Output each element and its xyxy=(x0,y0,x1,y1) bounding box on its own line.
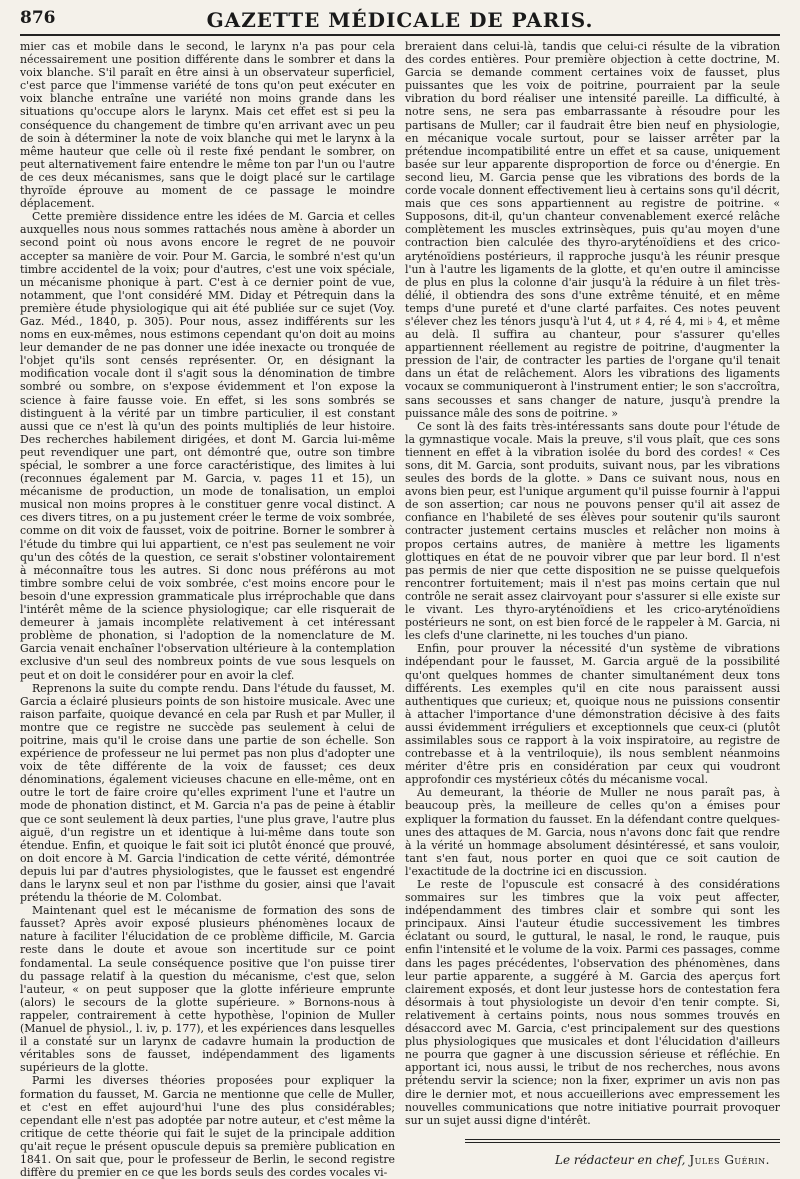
paragraph: Enfin, pour prouver la nécessité d'un système de vibrations indépendant pour le fausset, M. Garcia arguë de la possibilité qu'ont quelques hommes de chanter simultanément deux tons différents. Les exemples qu'il en cite nous paraissent aussi authentiques que curieux; et, quoique nous ne puissions consentir à attacher l'importance d'une démonstration décisive à des faits aussi évidemment irréguliers et exceptionnels que ceux-ci (plutôt assimilables sous ce rapport à la voix inspiratoire, au registre de contrebasse et à la ventriloquie), ils nous semblent néanmoins mériter d'être pris en considération par ceux qui voudront approfondir ces mystérieux côtés du mécanisme vocal. xyxy=(405,642,780,787)
page-number: 876 xyxy=(20,8,56,28)
paragraph: Au demeurant, la théorie de Muller ne nous paraît pas, à beaucoup près, la meilleure de celles qu'on a émises pour expliquer la formation du fausset. En la défendant contre quelques-unes des attaques de M. Garcia, nous n'avons donc fait que rendre à la vérité un hommage absolument désintéressé, et sans vouloir, tant s'en faut, nous porter en quoi que ce soit caution de l'exactitude de la doctrine ici en discussion. xyxy=(405,786,780,878)
page-header xyxy=(20,8,780,36)
paragraph: breraient dans celui-là, tandis que celui-ci résulte de la vibration des cordes entières. Pour première objection à cette doctrine, M. Garcia se demande comment certaines voix de fausset, plus puissantes que les voix de poitrine, pourraient par la seule vibration du bord réaliser une intensité pareille. La difficulté, à notre sens, ne sera pas embarrassante à résoudre pour les partisans de Muller; car il faudrait être bien neuf en physiologie, en mécanique vocale surtout, pour se laisser arrêter par la prétendue incompatibilité entre un effet et sa cause, uniquement basée sur leur apparente disproportion de force ou d'énergie. En second lieu, M. Garcia pense que les vibrations des bords de la corde vocale donnent effectivement lieu à certains sons qu'il décrit, mais que ces sons appartiennent au registre de poitrine. « Supposons, dit-il, qu'un chanteur convenablement exercé relâche complètement les muscles extrinsèques, puis qu'au moyen d'une contraction bien calculée des thyro-aryténoïdiens et des crico-aryténoïdiens postérieurs, il rapproche jusqu'à les réunir presque l'un à l'autre les ligaments de la glotte, et qu'en outre il amincisse de plus en plus la colonne d'air jusqu'à la réduire à un filet très-délié, il obtiendra des sons d'une extrême ténuité, et en même temps d'une pureté et d'une clarté parfaites. Ces notes peuvent s'élever chez les ténors jusqu'à l'ut 4, ut ♯ 4, ré 4, mi ♭ 4, et même au delà. Il suffira au chanteur, pour s'assurer qu'elles appartiennent réellement au registre de poitrine, d'augmenter la pression de l'air, de contracter les parties de l'organe qu'il tenait dans un état de relâchement. Alors les vibrations des ligaments vocaux se communiqueront à l'instrument entier; le son s'accroîtra, sans secousses et sans changer de nature, jusqu'à prendre la puissance mâle des sons de poitrine. » xyxy=(405,40,780,420)
paragraph: Reprenons la suite du compte rendu. Dans l'étude du fausset, M. Garcia a éclairé plusieurs points de son histoire musicale. Avec une raison parfaite, quoique devancé en cela par Rush et par Muller, il montre que ce registre ne succède pas seulement à celui de poitrine, mais qu'il le croise dans une partie de son échelle. Son expérience de professeur ne lui permet pas non plus d'adopter une voix de tête différente de la voix de fausset; ces deux dénominations, également vicieuses chacune en elle-même, ont en outre le tort de faire croire qu'elles expriment l'une et l'autre un mode de phonation distinct, et M. Garcia n'a pas de peine à établir que ce sont seulement là deux parties, l'une plus grave, l'autre plus aiguë, d'un registre un et identique à lui-même dans toute son étendue. Enfin, et quoique le fait soit ici plutôt énoncé que prouvé, on doit encore à M. Garcia l'indication de cette vérité, démontrée depuis lui par d'autres physiologistes, que le fausset est engendré dans le larynx seul et non par l'isthme du gosier, ainsi que l'avait prétendu la théorie de M. Colombat. xyxy=(20,681,395,905)
article-columns xyxy=(20,40,780,1179)
journal-title: GAZETTE MÉDICALE DE PARIS. xyxy=(206,8,594,32)
right-column xyxy=(405,40,780,1167)
paragraph: Cette première dissidence entre les idées de M. Garcia et celles auxquelles nous nous sommes rattachés nous amène à aborder un second point où nous avons encore le regret de ne pouvoir accepter sa manière de voir. Pour M. Garcia, le sombré n'est qu'un timbre accidentel de la voix; pour d'autres, c'est une voix spéciale, un mécanisme phonique à part. C'est à ce dernier point de vue, notamment, que l'ont considéré MM. Diday et Pétrequin dans la première étude physiologique qui ait été publiée sur ce sujet (Voy. Gaz. Méd., 1840, p. 305). Pour nous, assez indifférents sur les noms en eux-mêmes, nous estimons cependant qu'on doit au moins leur demander de ne pas donner une idée inexacte ou tronquée de l'objet qu'ils sont censés représenter. Or, en désignant la modification vocale dont il s'agit sous la dénomination de timbre sombré ou sombre, on s'expose évidemment et l'on expose la science à faire fausse voie. En effet, si les sons sombrés se distinguent à la vérité par un timbre particulier, il est constant aussi que ce n'est là qu'un des points multipliés de leur histoire. Des recherches habilement dirigées, et dont M. Garcia lui-même peut revendiquer une part, ont démontré que, outre son timbre spécial, le sombrer a une force caractéristique, des limites à lui (reconnues également par M. Garcia, v. pages 11 et 15), un mécanisme de production, un mode de tonalisation, un emploi musical non moins propres à le constituer genre vocal distinct. A ces divers titres, on a pu justement créer le terme de voix sombrée, comme on dit voix de fausset, voix de poitrine. Borner le sombrer à l'étude du timbre qui lui appartient, ce n'est pas seulement ne voir qu'un des côtés de la question, ce serait s'obstiner volontairement à méconnaître tous les autres. Si donc nous préférons au mot timbre sombre celui de voix sombrée, c'est moins encore pour le besoin d'une expression grammaticale plus irréprochable que dans l'intérêt même de la science physiologique; car elle risquerait de demeurer à jamais incomplète relativement à cet intéressant problème de phonation, si l'adoption de la nomenclature de M. Garcia venait enchaîner l'observation ultérieure à la contemplation exclusive d'un seul des nombreux points de vue sous lesquels on peut et on doit le considérer pour en avoir la clef. xyxy=(20,210,395,682)
paragraph: Le reste de l'opuscule est consacré à des considérations sommaires sur les timbres que la voix peut affecter, indépendamment des timbres clair et sombre qui sont les principaux. Ainsi l'auteur étudie successivement les timbres éclatant ou sourd, le guttural, le nasal, le rond, le rauque, puis enfin l'intensité et le volume de la voix. Parmi ces passages, comme dans les pages précédentes, l'observation des phénomènes, dans leur partie apparente, a suggéré à M. Garcia des aperçus fort clairement exposés, et dont leur justesse hors de contestation fera désormais à tout physiologiste un devoir d'en tenir compte. Si, relativement à certains points, nous nous sommes trouvés en désaccord avec M. Garcia, c'est principalement sur des questions plus physiologiques que musicales et dont l'élucidation d'ailleurs ne pourra que gagner à une discussion sérieuse et réfléchie. En apportant ici, nous aussi, le tribut de nos recherches, nous avons prétendu servir la science; non la fixer, exprimer un avis non pas dire le dernier mot, et nous accueillerions avec empressement les nouvelles communications que notre initiative pourrait provoquer sur un sujet aussi digne d'intérêt. xyxy=(405,878,780,1127)
closing-rule xyxy=(465,1139,780,1143)
signature-name: Jules Guérin. xyxy=(689,1152,770,1167)
paragraph: Parmi les diverses théories proposées pour expliquer la formation du fausset, M. Garcia ne mentionne que celle de Muller, et c'est en effet aujourd'hui l'une des plus considérables; cependant elle n'est pas adoptée par notre auteur, et c'est même la critique de cette théorie qui fait le sujet de la principale addition qu'ait reçue le présent opuscule depuis sa première publication en 1841. On sait que, pour le professeur de Berlin, le second registre diffère du premier en ce que les bords seuls des cordes vocales vi- xyxy=(20,1074,395,1179)
left-column xyxy=(20,40,395,1179)
signature xyxy=(405,1153,780,1167)
paragraph: Ce sont là des faits très-intéressants sans doute pour l'étude de la gymnastique vocale. Mais la preuve, s'il vous plaît, que ces sons tiennent en effet à la vibration isolée du bord des cordes! « Ces sons, dit M. Garcia, sont produits, suivant nous, par les vibrations seules des bords de la glotte. » Dans ce suivant nous, nous en avons bien peur, est l'unique argument qu'il puisse fournir à l'appui de son assertion; car nous ne pouvons penser qu'il ait assez de confiance en l'habileté de ses élèves pour soutenir qu'ils sauront contracter justement certains muscles et relâcher non moins à propos certains autres, de manière à mettre les ligaments glottiques en état de ne pouvoir vibrer que par leur bord. Il n'est pas permis de nier que cette disposition ne se puisse quelquefois rencontrer fortuitement; mais il n'est pas moins certain que nul contrôle ne serait assez clairvoyant pour s'assurer si elle existe sur le vivant. Les thyro-aryténoïdiens et les crico-aryténoïdiens postérieurs ne sont, on est bien forcé de le rappeler à M. Garcia, ni les clefs d'une clarinette, ni les touches d'un piano. xyxy=(405,419,780,643)
paragraph: Maintenant quel est le mécanisme de formation des sons de fausset? Après avoir exposé plusieurs phénomènes locaux de nature à faciliter l'élucidation de ce problème difficile, M. Garcia reste dans le doute et avoue son incertitude sur ce point fondamental. La seule conséquence positive que l'on puisse tirer du passage relatif à la question du mécanisme, c'est que, selon l'auteur, « on peut supposer que la glotte inférieure emprunte (alors) le secours de la glotte supérieure. » Bornons-nous à rappeler, contrairement à cette hypothèse, l'opinion de Muller (Manuel de physiol., l. iv, p. 177), et les expériences dans lesquelles il a constaté sur un larynx de cadavre humain la production de véritables sons de fausset, indépendamment des ligaments supérieurs de la glotte. xyxy=(20,904,395,1075)
paragraph: mier cas et mobile dans le second, le larynx n'a pas pour cela nécessairement une position différente dans le sombrer et dans la voix blanche. S'il paraît en être ainsi à un observateur superficiel, c'est parce que l'immense variété de tons qu'on peut exécuter en voix blanche entraîne une variété non moins grande dans les situations qu'occupe alors le larynx. Mais cet effet est si peu la conséquence du changement de timbre qu'en arrivant avec un peu de soin à déterminer la note de voix blanche qui met le larynx à la même hauteur que celle où il reste fixé pendant le sombrer, on peut alternativement faire entendre le même ton par l'un ou l'autre de ces deux mécanismes, sans que le doigt placé sur le cartilage thyroïde éprouve au moment de ce passage le moindre déplacement. xyxy=(20,40,395,211)
signature-title: Le rédacteur en chef, xyxy=(554,1152,686,1167)
